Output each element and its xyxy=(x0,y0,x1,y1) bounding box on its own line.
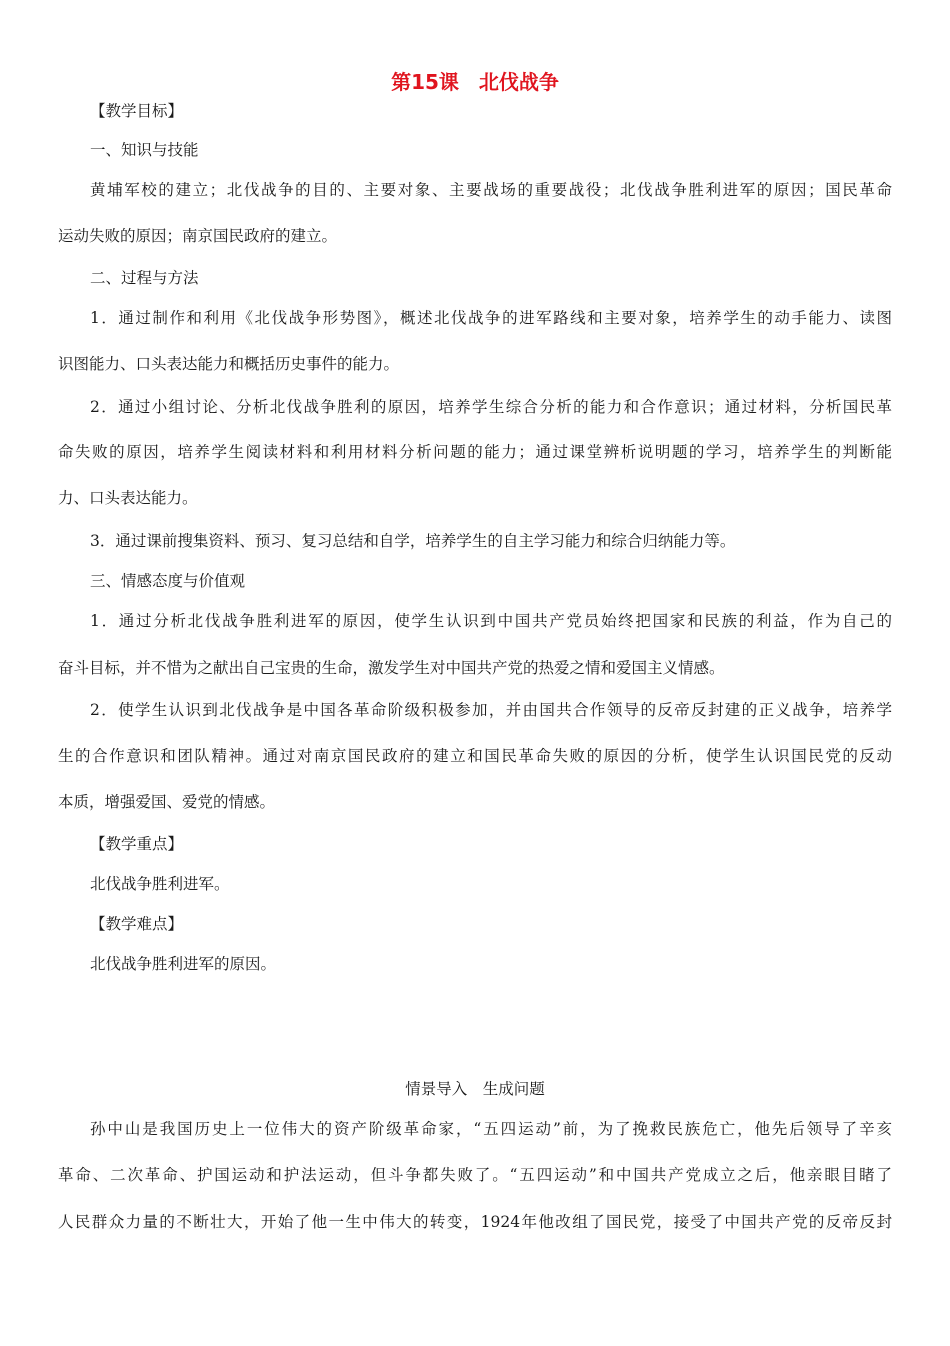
paragraph-line: 革命、二次革命、护国运动和护法运动，但斗争都失败了。“五四运动”和中国共产党成立之后，他亲眼目睹了 xyxy=(58,1166,892,1184)
paragraph-line: 识图能力、口头表达能力和概括历史事件的能力。 xyxy=(58,355,400,373)
paragraph-line: 本质，增强爱国、爱党的情感。 xyxy=(58,793,276,811)
paragraph-line: 孙中山是我国历史上一位伟大的资产阶级革命家，“五四运动”前，为了挽救民族危亡，他先后领导了辛亥 xyxy=(90,1120,892,1138)
subheading-emotion: 三、情感态度与价值观 xyxy=(90,572,246,590)
subheading-knowledge: 一、知识与技能 xyxy=(90,141,199,159)
paragraph-line: 1．通过制作和利用《北伐战争形势图》，概述北伐战争的进军路线和主要对象，培养学生的动手能力、读图 xyxy=(90,309,892,327)
paragraph-line: 2．使学生认识到北伐战争是中国各革命阶级积极参加，并由国共合作领导的反帝反封建的正义战争，培养学 xyxy=(90,701,892,719)
subheading-process: 二、过程与方法 xyxy=(90,269,199,287)
section-heading-difficulty: 【教学难点】 xyxy=(90,915,184,933)
section-heading-key-point: 【教学重点】 xyxy=(90,835,184,853)
intro-heading: 情景导入 生成问题 xyxy=(405,1080,545,1098)
paragraph-line: 2．通过小组讨论、分析北伐战争胜利的原因，培养学生综合分析的能力和合作意识；通过材料，分析国民革 xyxy=(90,398,892,416)
paragraph-line: 运动失败的原因；南京国民政府的建立。 xyxy=(58,227,338,245)
paragraph-line: 生的合作意识和团队精神。通过对南京国民政府的建立和国民革命失败的原因的分析，使学生认识国民党的反动 xyxy=(58,747,892,765)
lesson-title: 第15课 北伐战争 xyxy=(391,70,559,94)
paragraph-line: 1．通过分析北伐战争胜利进军的原因，使学生认识到中国共产党员始终把国家和民族的利益，作为自己的 xyxy=(90,612,892,630)
paragraph-line: 奋斗目标，并不惜为之献出自己宝贵的生命，激发学生对中国共产党的热爱之情和爱国主义情感。 xyxy=(58,659,725,677)
paragraph-line: 命失败的原因，培养学生阅读材料和利用材料分析问题的能力；通过课堂辨析说明题的学习，培养学生的判断能 xyxy=(58,443,892,461)
paragraph-line: 黄埔军校的建立；北伐战争的目的、主要对象、主要战场的重要战役；北伐战争胜利进军的原因；国民革命 xyxy=(90,181,892,199)
paragraph-line: 力、口头表达能力。 xyxy=(58,489,198,507)
key-point-text: 北伐战争胜利进军。 xyxy=(90,875,230,893)
difficulty-text: 北伐战争胜利进军的原因。 xyxy=(90,955,277,973)
paragraph-line: 人民群众力量的不断壮大，开始了他一生中伟大的转变，1924年他改组了国民党，接受了中国共产党的反帝反封 xyxy=(58,1213,892,1231)
paragraph-line: 3．通过课前搜集资料、预习、复习总结和自学，培养学生的自主学习能力和综合归纳能力等。 xyxy=(90,532,736,550)
section-heading-goals: 【教学目标】 xyxy=(90,102,184,120)
